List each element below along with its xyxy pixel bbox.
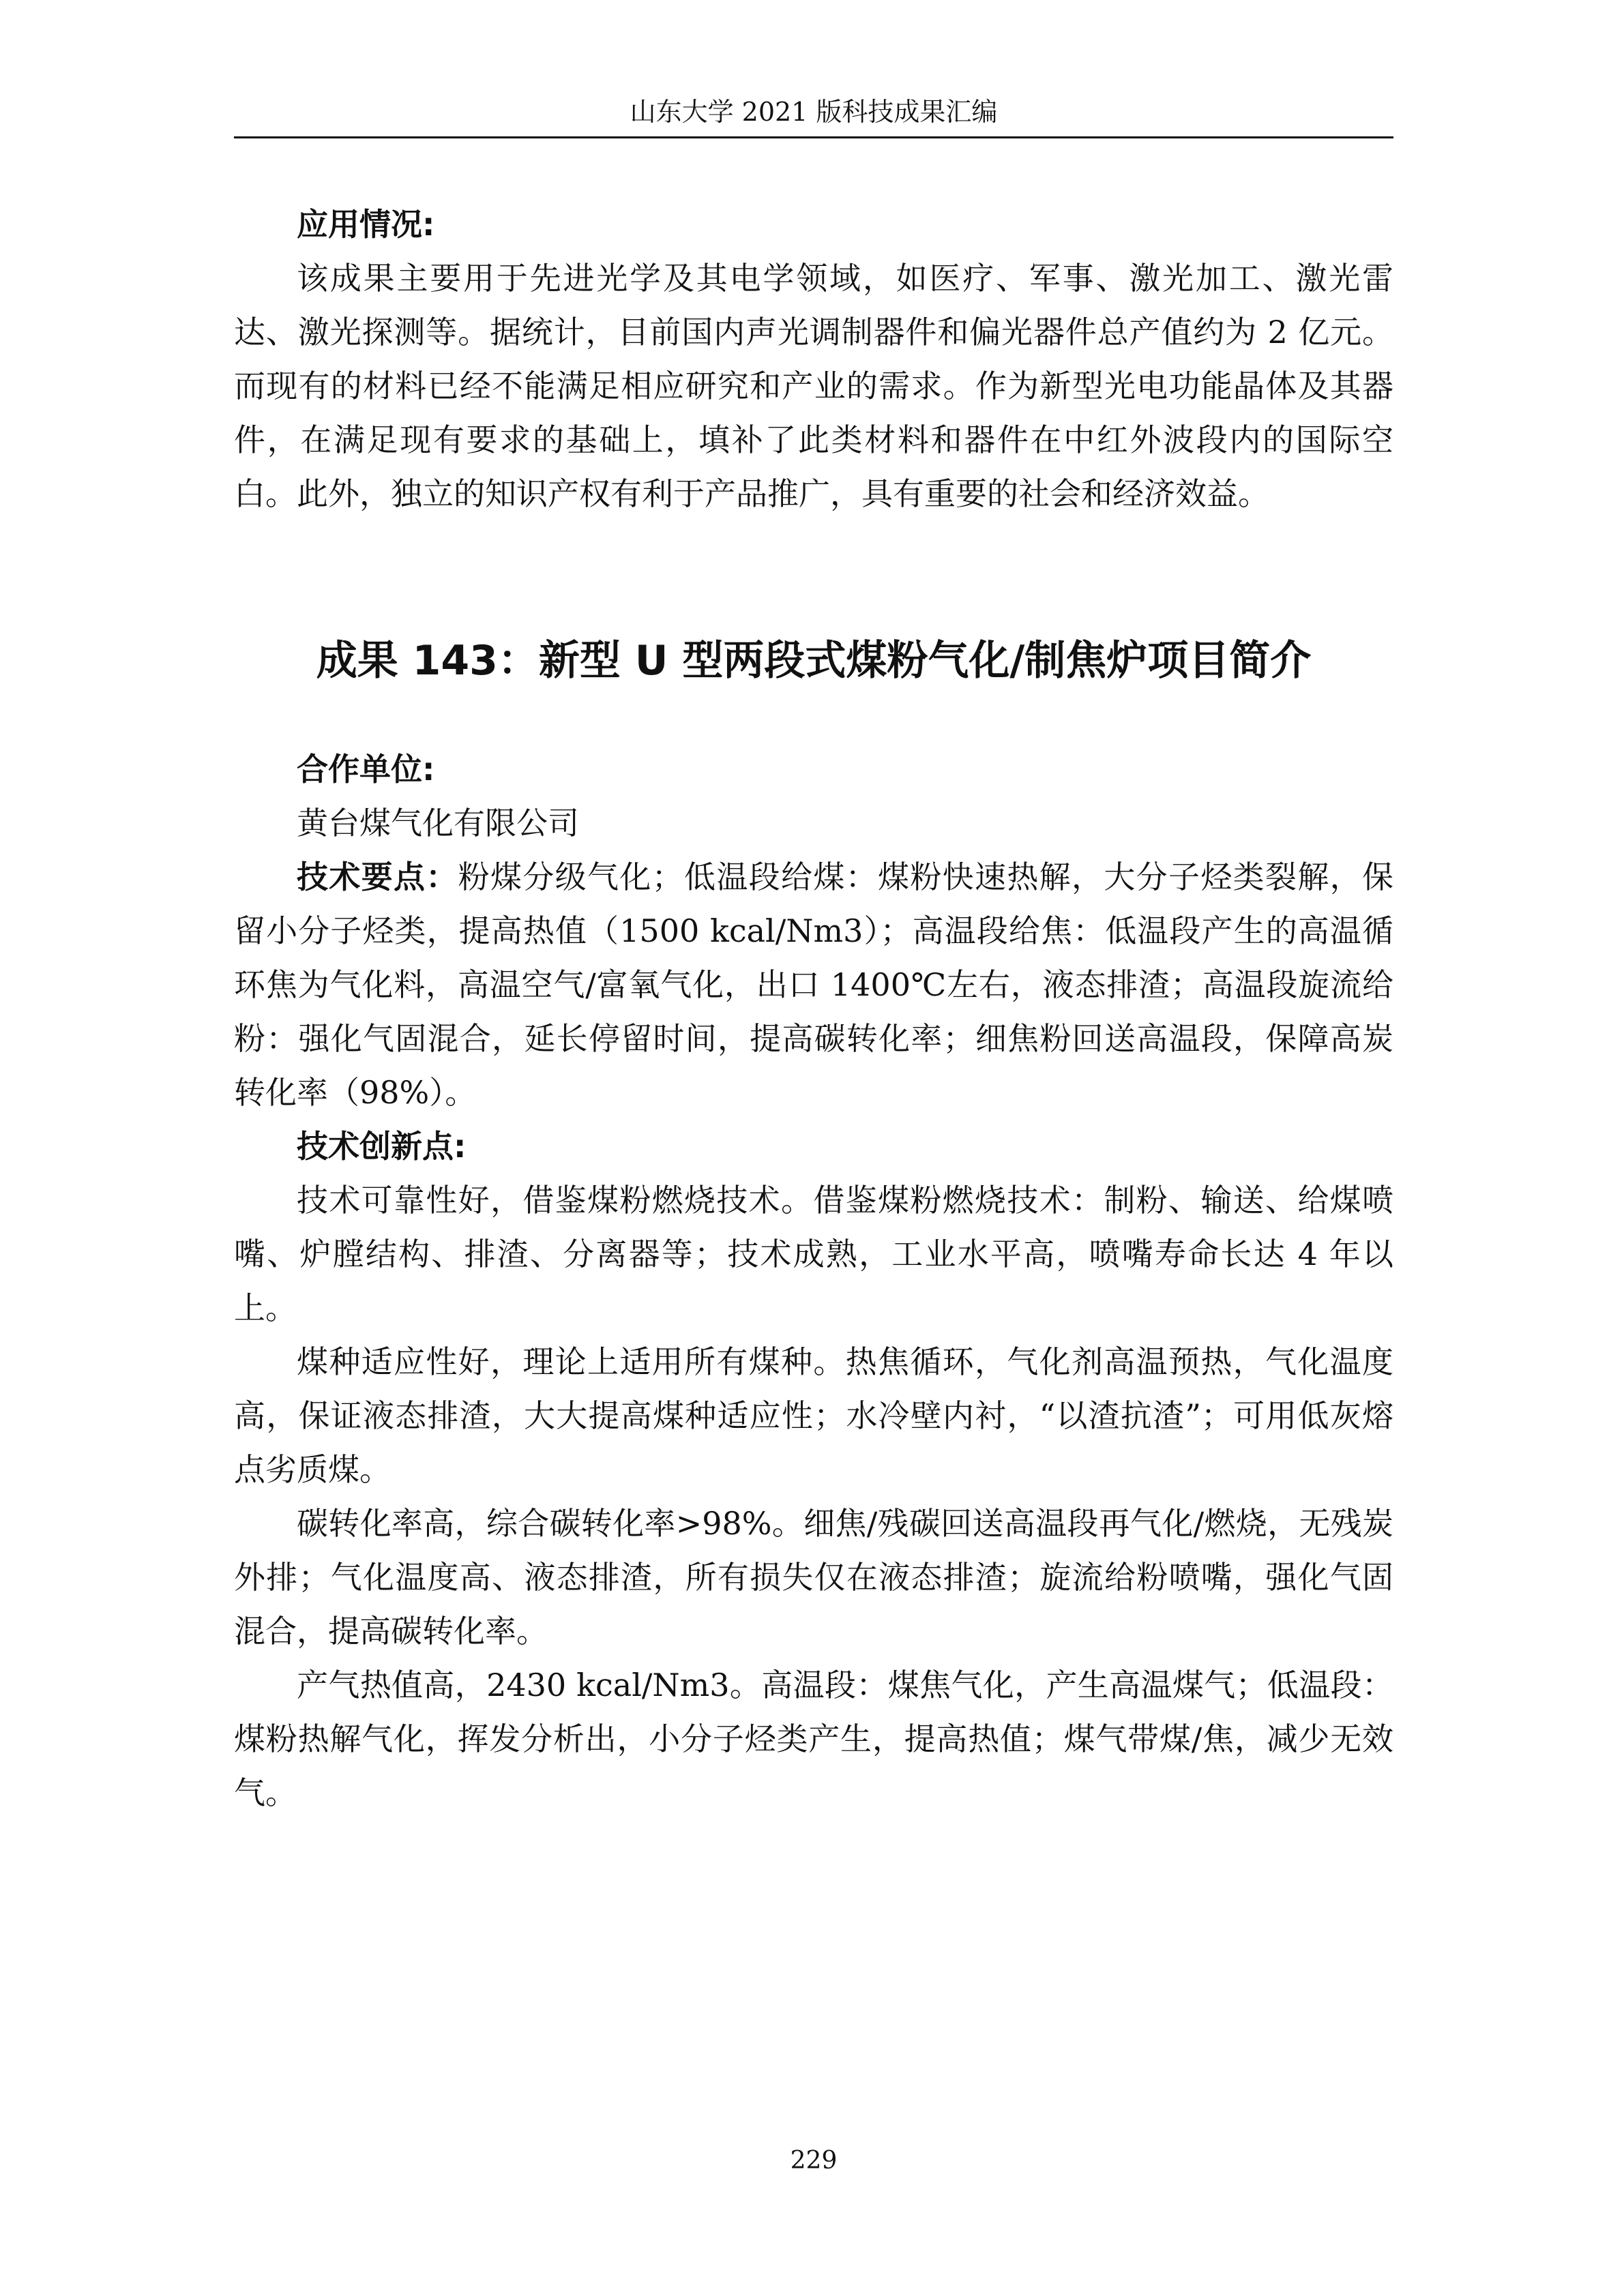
innovation-paragraph-2: 煤种适应性好，理论上适用所有煤种。热焦循环，气化剂高温预热，气化温度高，保证液态排渣，大大提高煤种适应性；水冷壁内衬，“以渣抗渣”；可用低灰熔点劣质煤。 — [234, 1343, 1393, 1488]
partner-heading: 合作单位: — [297, 751, 435, 788]
innovation-paragraph-3: 碳转化率高，综合碳转化率>98%。细焦/残碳回送高温段再气化/燃烧，无残炭外排；气化温度高、液态排渣，所有损失仅在液态排渣；旋流给粉喷嘴，强化气固混合，提高碳转化率。 — [234, 1505, 1393, 1650]
partner-name: 黄台煤气化有限公司 — [297, 805, 579, 841]
running-header: 山东大学 2021 版科技成果汇编 — [234, 94, 1393, 138]
section-gap — [234, 521, 1393, 633]
application-heading: 应用情况: — [297, 206, 435, 243]
key-points-body: 粉煤分级气化；低温段给煤：煤粉快速热解，大分子烃类裂解，保留小分子烃类，提高热值（1500 kcal/Nm3）；高温段给焦：低温段产生的高温循环焦为气化料，高温空气/富氧气化，出口 1400℃左右，液态排渣；高温段旋流给粉：强化气固混合，延长停留时间，提高碳转化率；细焦粉回送高温段，保障高炭转化率（98%）。 — [234, 859, 1394, 1111]
innovation-heading: 技术创新点: — [297, 1128, 467, 1165]
result-title: 成果 143：新型 U 型两段式煤粉气化/制焦炉项目简介 — [316, 637, 1312, 685]
page-number: 229 — [790, 2147, 838, 2175]
innovation-paragraph-1: 技术可靠性好，借鉴煤粉燃烧技术。借鉴煤粉燃烧技术：制粉、输送、给煤喷嘴、炉膛结构、排渣、分离器等；技术成熟，工业水平高，喷嘴寿命长达 4 年以上。 — [234, 1182, 1393, 1326]
key-points-label: 技术要点： — [297, 859, 458, 895]
title-gap — [234, 688, 1393, 743]
key-points-paragraph — [234, 850, 1393, 1120]
page-content — [234, 198, 1393, 1820]
application-paragraph: 该成果主要用于先进光学及其电学领域，如医疗、军事、激光加工、激光雷达、激光探测等。据统计，目前国内声光调制器件和偏光器件总产值约为 2 亿元。而现有的材料已经不能满足相应研究和产业的需求。作为新型光电功能晶体及其器件，在满足现有要求的基础上，填补了此类材料和器件在中红外波段内的国际空白。此外，独立的知识产权有利于产品推广，具有重要的社会和经济效益。 — [234, 260, 1393, 512]
innovation-paragraph-4: 产气热值高，2430 kcal/Nm3。高温段：煤焦气化，产生高温煤气；低温段：煤粉热解气化，挥发分析出，小分子烃类产生，提高热值；煤气带煤/焦，减少无效气。 — [234, 1667, 1393, 1811]
